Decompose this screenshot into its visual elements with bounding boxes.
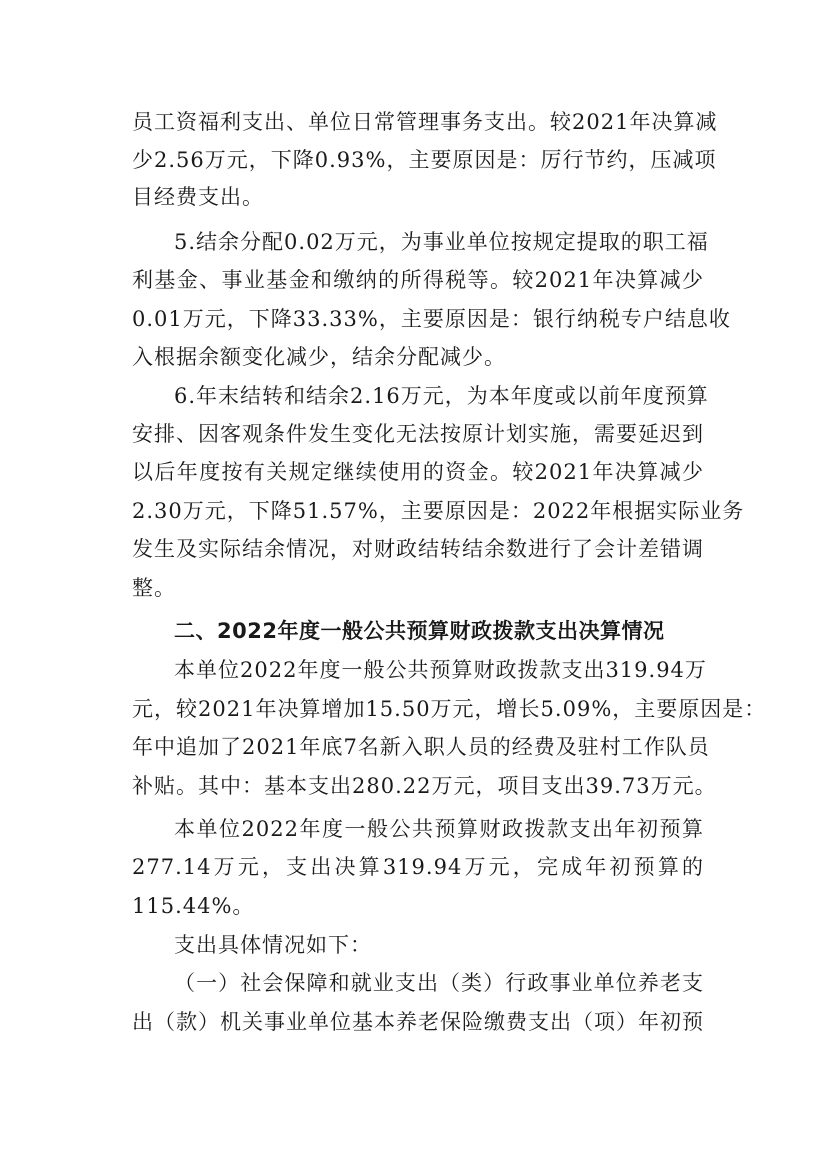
section-heading: 二、2022年度一般公共预算财政拨款支出决算情况	[174, 619, 665, 643]
text-line: 发生及实际结余情况，对财政结转结余数进行了会计差错调	[132, 537, 704, 561]
text-line: 2.30万元，下降51.57%，主要原因是：2022年根据实际业务	[132, 499, 745, 523]
text-line: 安排、因客观条件发生变化无法按原计划实施，需要延迟到	[132, 422, 704, 446]
text-line: 支出具体情况如下：	[174, 933, 372, 957]
text-line: 本单位2022年度一般公共预算财政拨款支出319.94万	[174, 658, 707, 682]
text-line: 入根据余额变化减少，结余分配减少。	[132, 345, 506, 369]
text-line: 以后年度按有关规定继续使用的资金。较2021年决算减少	[132, 460, 704, 484]
text-line: （一）社会保障和就业支出（类）行政事业单位养老支	[174, 971, 704, 995]
text-line: 5.结余分配0.02万元，为事业单位按规定提取的职工福	[174, 230, 709, 254]
text-line: 本单位2022年度一般公共预算财政拨款支出年初预算	[174, 817, 704, 841]
text-line: 0.01万元，下降33.33%，主要原因是：银行纳税专户结息收	[132, 307, 731, 331]
text-line: 元，较2021年决算增加15.50万元，增长5.09%，主要原因是：	[132, 697, 767, 721]
text-line: 目经费支出。	[132, 185, 264, 209]
text-line: 6.年末结转和结余2.16万元，为本年度或以前年度预算	[174, 384, 709, 408]
text-line: 年中追加了2021年底7名新入职人员的经费及驻村工作队员	[132, 735, 710, 759]
text-line: 115.44%。	[132, 894, 255, 918]
text-line: 补贴。其中：基本支出280.22万元，项目支出39.73万元。	[132, 774, 717, 798]
text-line: 少2.56万元，下降0.93%，主要原因是：厉行节约，压减项	[132, 148, 717, 172]
text-line: 利基金、事业基金和缴纳的所得税等。较2021年决算减少	[132, 268, 704, 292]
text-line: 出（款）机关事业单位基本养老保险缴费支出（项）年初预	[132, 1010, 704, 1034]
text-line: 277.14万元，支出决算319.94万元，完成年初预算的	[132, 855, 704, 879]
text-line: 员工资福利支出、单位日常管理事务支出。较2021年决算减	[132, 110, 718, 134]
text-line: 整。	[132, 576, 176, 600]
